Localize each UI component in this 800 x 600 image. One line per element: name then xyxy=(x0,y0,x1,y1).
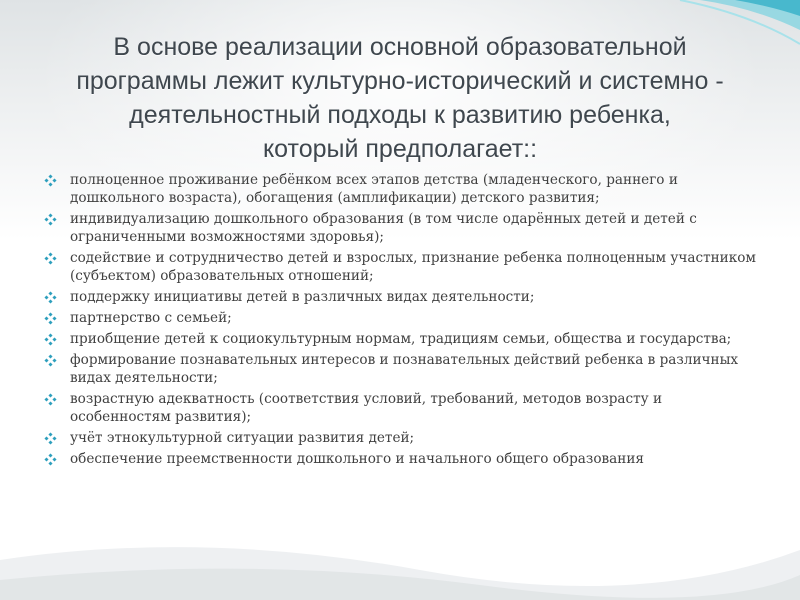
bullet-text: поддержку инициативы детей в различных видах деятельности; xyxy=(70,289,535,305)
list-item xyxy=(44,330,756,348)
diamond-quad-icon xyxy=(44,432,57,445)
list-item xyxy=(44,309,756,327)
bottom-wave-decoration xyxy=(0,490,800,600)
bullet-text: партнерство с семьей; xyxy=(70,310,232,326)
diamond-quad-icon xyxy=(44,312,57,325)
title-line: программы лежит культурно-исторический и системно - xyxy=(76,67,724,95)
bullet-text: приобщение детей к социокультурным нормам, традициям семьи, общества и государства; xyxy=(70,331,732,347)
diamond-quad-icon xyxy=(44,453,57,466)
bullet-text: полноценное проживание ребёнком всех этапов детства (младенческого, раннего и дошкольного возраста), обогащения (амплификации) детского развития; xyxy=(70,172,678,206)
bullet-list xyxy=(44,171,756,471)
bullet-text: учёт этнокультурной ситуации развития детей; xyxy=(70,430,415,446)
slide-title xyxy=(30,30,770,166)
list-item xyxy=(44,450,756,468)
title-line: В основе реализации основной образовательной xyxy=(113,33,687,61)
bullet-text: возрастную адекватность (соответствия условий, требований, методов возрасту и особенностям развития); xyxy=(70,391,663,425)
list-item xyxy=(44,390,756,426)
bullet-text: обеспечение преемственности дошкольного и начального общего образования xyxy=(70,451,644,467)
list-item xyxy=(44,249,756,285)
bullet-text: индивидуализацию дошкольного образования (в том числе одарённых детей и детей с ограниченными возможностями здоровья); xyxy=(70,211,697,245)
list-item xyxy=(44,351,756,387)
diamond-quad-icon xyxy=(44,213,57,226)
list-item xyxy=(44,210,756,246)
bullet-text: содействие и сотрудничество детей и взрослых, признание ребенка полноценным участником (субъектом) образовательных отношений; xyxy=(70,250,756,284)
diamond-quad-icon xyxy=(44,333,57,346)
diamond-quad-icon xyxy=(44,252,57,265)
list-item xyxy=(44,288,756,306)
title-line: деятельностный подходы к развитию ребенка, xyxy=(129,101,671,129)
diamond-quad-icon xyxy=(44,174,57,187)
list-item xyxy=(44,429,756,447)
bullet-text: формирование познавательных интересов и познавательных действий ребенка в различных видах деятельности; xyxy=(70,352,739,386)
diamond-quad-icon xyxy=(44,354,57,367)
title-line: который предполагает:: xyxy=(262,135,538,163)
diamond-quad-icon xyxy=(44,291,57,304)
diamond-quad-icon xyxy=(44,393,57,406)
list-item xyxy=(44,171,756,207)
